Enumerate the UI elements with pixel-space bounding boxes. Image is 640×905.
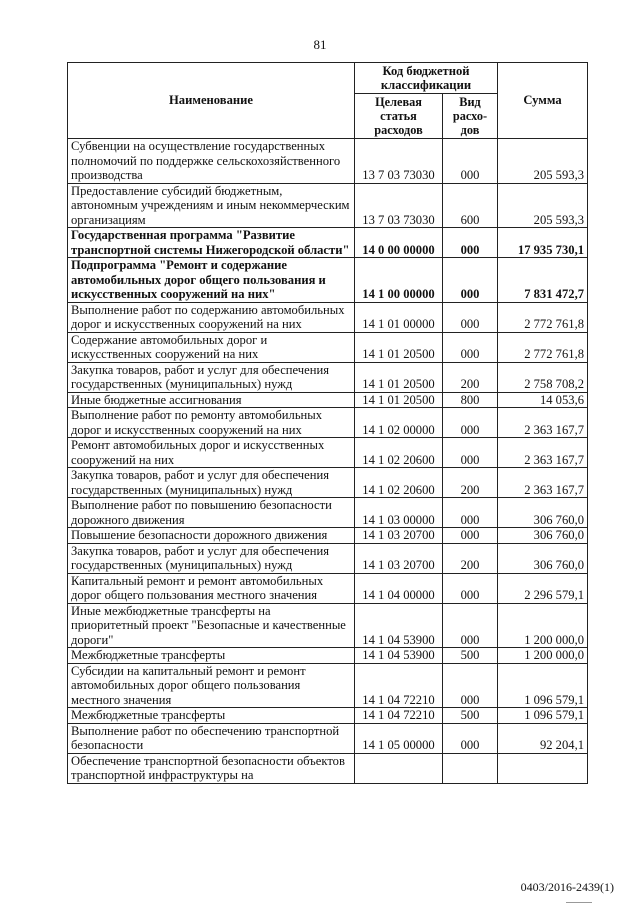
table-row	[68, 392, 588, 408]
row-expense-type: 000	[443, 408, 498, 438]
row-target-article: 14 1 05 00000	[355, 723, 443, 753]
row-sum: 306 760,0	[498, 528, 588, 544]
row-sum	[498, 753, 588, 783]
table-row	[68, 139, 588, 184]
row-target-article: 14 1 04 53900	[355, 648, 443, 664]
row-expense-type: 000	[443, 139, 498, 184]
row-name: Закупка товаров, работ и услуг для обеспечения государственных (муниципальных) нужд	[68, 543, 355, 573]
row-name: Обеспечение транспортной безопасности объектов транспортной инфраструктуры на	[68, 753, 355, 783]
header-expense-type: Вид расхо-дов	[443, 94, 498, 139]
table-row	[68, 408, 588, 438]
table-row	[68, 228, 588, 258]
row-target-article: 14 1 04 72210	[355, 708, 443, 724]
table-row	[68, 362, 588, 392]
row-sum: 1 200 000,0	[498, 603, 588, 648]
row-sum: 306 760,0	[498, 498, 588, 528]
corner-mark	[566, 902, 592, 903]
header-name: Наименование	[68, 63, 355, 139]
table-row	[68, 753, 588, 783]
row-expense-type: 000	[443, 258, 498, 303]
page-number: 81	[313, 37, 327, 52]
row-expense-type: 000	[443, 302, 498, 332]
row-name: Предоставление субсидий бюджетным, автономным учреждениям и иным некоммерческим организациям	[68, 183, 355, 228]
table-row	[68, 723, 588, 753]
budget-table	[67, 62, 588, 784]
row-name: Межбюджетные трансферты	[68, 708, 355, 724]
row-expense-type: 500	[443, 648, 498, 664]
table-body	[68, 139, 588, 784]
row-target-article: 14 1 02 00000	[355, 408, 443, 438]
row-target-article: 13 7 03 73030	[355, 139, 443, 184]
row-target-article: 14 1 01 20500	[355, 332, 443, 362]
row-sum: 2 363 167,7	[498, 438, 588, 468]
row-expense-type	[443, 753, 498, 783]
row-name: Закупка товаров, работ и услуг для обеспечения государственных (муниципальных) нужд	[68, 468, 355, 498]
row-name: Государственная программа "Развитие транспортной системы Нижегородской области"	[68, 228, 355, 258]
row-name: Закупка товаров, работ и услуг для обеспечения государственных (муниципальных) нужд	[68, 362, 355, 392]
row-target-article: 13 7 03 73030	[355, 183, 443, 228]
row-target-article: 14 1 04 00000	[355, 573, 443, 603]
row-name: Выполнение работ по ремонту автомобильных дорог и искусственных сооружений на них	[68, 408, 355, 438]
row-sum: 1 096 579,1	[498, 663, 588, 708]
row-name: Подпрограмма "Ремонт и содержание автомобильных дорог общего пользования и искусственных сооружений на них"	[68, 258, 355, 303]
row-name: Содержание автомобильных дорог и искусственных сооружений на них	[68, 332, 355, 362]
row-expense-type: 000	[443, 228, 498, 258]
row-sum: 7 831 472,7	[498, 258, 588, 303]
row-expense-type: 000	[443, 573, 498, 603]
table-row	[68, 573, 588, 603]
row-expense-type: 600	[443, 183, 498, 228]
row-target-article: 14 1 01 20500	[355, 362, 443, 392]
table-header	[68, 63, 588, 139]
table-row	[68, 498, 588, 528]
row-name: Выполнение работ по содержанию автомобильных дорог и искусственных сооружений на них	[68, 302, 355, 332]
row-expense-type: 200	[443, 543, 498, 573]
row-sum: 92 204,1	[498, 723, 588, 753]
row-sum: 2 363 167,7	[498, 468, 588, 498]
row-sum: 17 935 730,1	[498, 228, 588, 258]
row-target-article	[355, 753, 443, 783]
row-target-article: 14 1 00 00000	[355, 258, 443, 303]
header-code-group: Код бюджетной классификации	[355, 63, 498, 94]
row-name: Субсидии на капитальный ремонт и ремонт автомобильных дорог общего пользования местного значения	[68, 663, 355, 708]
row-sum: 2 772 761,8	[498, 302, 588, 332]
row-expense-type: 000	[443, 438, 498, 468]
row-name: Иные бюджетные ассигнования	[68, 392, 355, 408]
row-expense-type: 500	[443, 708, 498, 724]
table-row	[68, 438, 588, 468]
table-row	[68, 468, 588, 498]
row-sum: 306 760,0	[498, 543, 588, 573]
row-expense-type: 200	[443, 362, 498, 392]
row-expense-type: 800	[443, 392, 498, 408]
row-sum: 1 096 579,1	[498, 708, 588, 724]
row-target-article: 14 1 03 20700	[355, 528, 443, 544]
table-row	[68, 543, 588, 573]
row-expense-type: 000	[443, 603, 498, 648]
row-sum: 2 363 167,7	[498, 408, 588, 438]
row-expense-type: 000	[443, 528, 498, 544]
row-name: Иные межбюджетные трансферты на приоритетный проект "Безопасные и качественные дороги"	[68, 603, 355, 648]
row-name: Капитальный ремонт и ремонт автомобильных дорог общего пользования местного значения	[68, 573, 355, 603]
table-row	[68, 528, 588, 544]
row-sum: 2 772 761,8	[498, 332, 588, 362]
row-sum: 1 200 000,0	[498, 648, 588, 664]
row-expense-type: 000	[443, 723, 498, 753]
row-target-article: 14 1 03 00000	[355, 498, 443, 528]
row-sum: 2 758 708,2	[498, 362, 588, 392]
row-expense-type: 000	[443, 498, 498, 528]
row-target-article: 14 1 04 53900	[355, 603, 443, 648]
row-target-article: 14 1 04 72210	[355, 663, 443, 708]
row-target-article: 14 1 02 20600	[355, 438, 443, 468]
header-target-article: Целевая статья расходов	[355, 94, 443, 139]
table-row	[68, 603, 588, 648]
row-name: Межбюджетные трансферты	[68, 648, 355, 664]
row-target-article: 14 1 03 20700	[355, 543, 443, 573]
document-reference: 0403/2016-2439(1)	[520, 880, 614, 894]
row-target-article: 14 1 02 20600	[355, 468, 443, 498]
row-expense-type: 000	[443, 332, 498, 362]
table-row	[68, 708, 588, 724]
row-name: Выполнение работ по обеспечению транспортной безопасности	[68, 723, 355, 753]
table-row	[68, 258, 588, 303]
row-name: Субвенции на осуществление государственных полномочий по поддержке сельскохозяйственного производства	[68, 139, 355, 184]
row-name: Повышение безопасности дорожного движения	[68, 528, 355, 544]
row-target-article: 14 1 01 20500	[355, 392, 443, 408]
row-expense-type: 200	[443, 468, 498, 498]
header-sum: Сумма	[498, 63, 588, 139]
table-row	[68, 663, 588, 708]
table-row	[68, 183, 588, 228]
table-row	[68, 332, 588, 362]
row-target-article: 14 0 00 00000	[355, 228, 443, 258]
row-expense-type: 000	[443, 663, 498, 708]
row-target-article: 14 1 01 00000	[355, 302, 443, 332]
row-sum: 205 593,3	[498, 183, 588, 228]
row-name: Ремонт автомобильных дорог и искусственных сооружений на них	[68, 438, 355, 468]
row-sum: 205 593,3	[498, 139, 588, 184]
row-sum: 2 296 579,1	[498, 573, 588, 603]
row-sum: 14 053,6	[498, 392, 588, 408]
table-row	[68, 302, 588, 332]
row-name: Выполнение работ по повышению безопасности дорожного движения	[68, 498, 355, 528]
table-row	[68, 648, 588, 664]
